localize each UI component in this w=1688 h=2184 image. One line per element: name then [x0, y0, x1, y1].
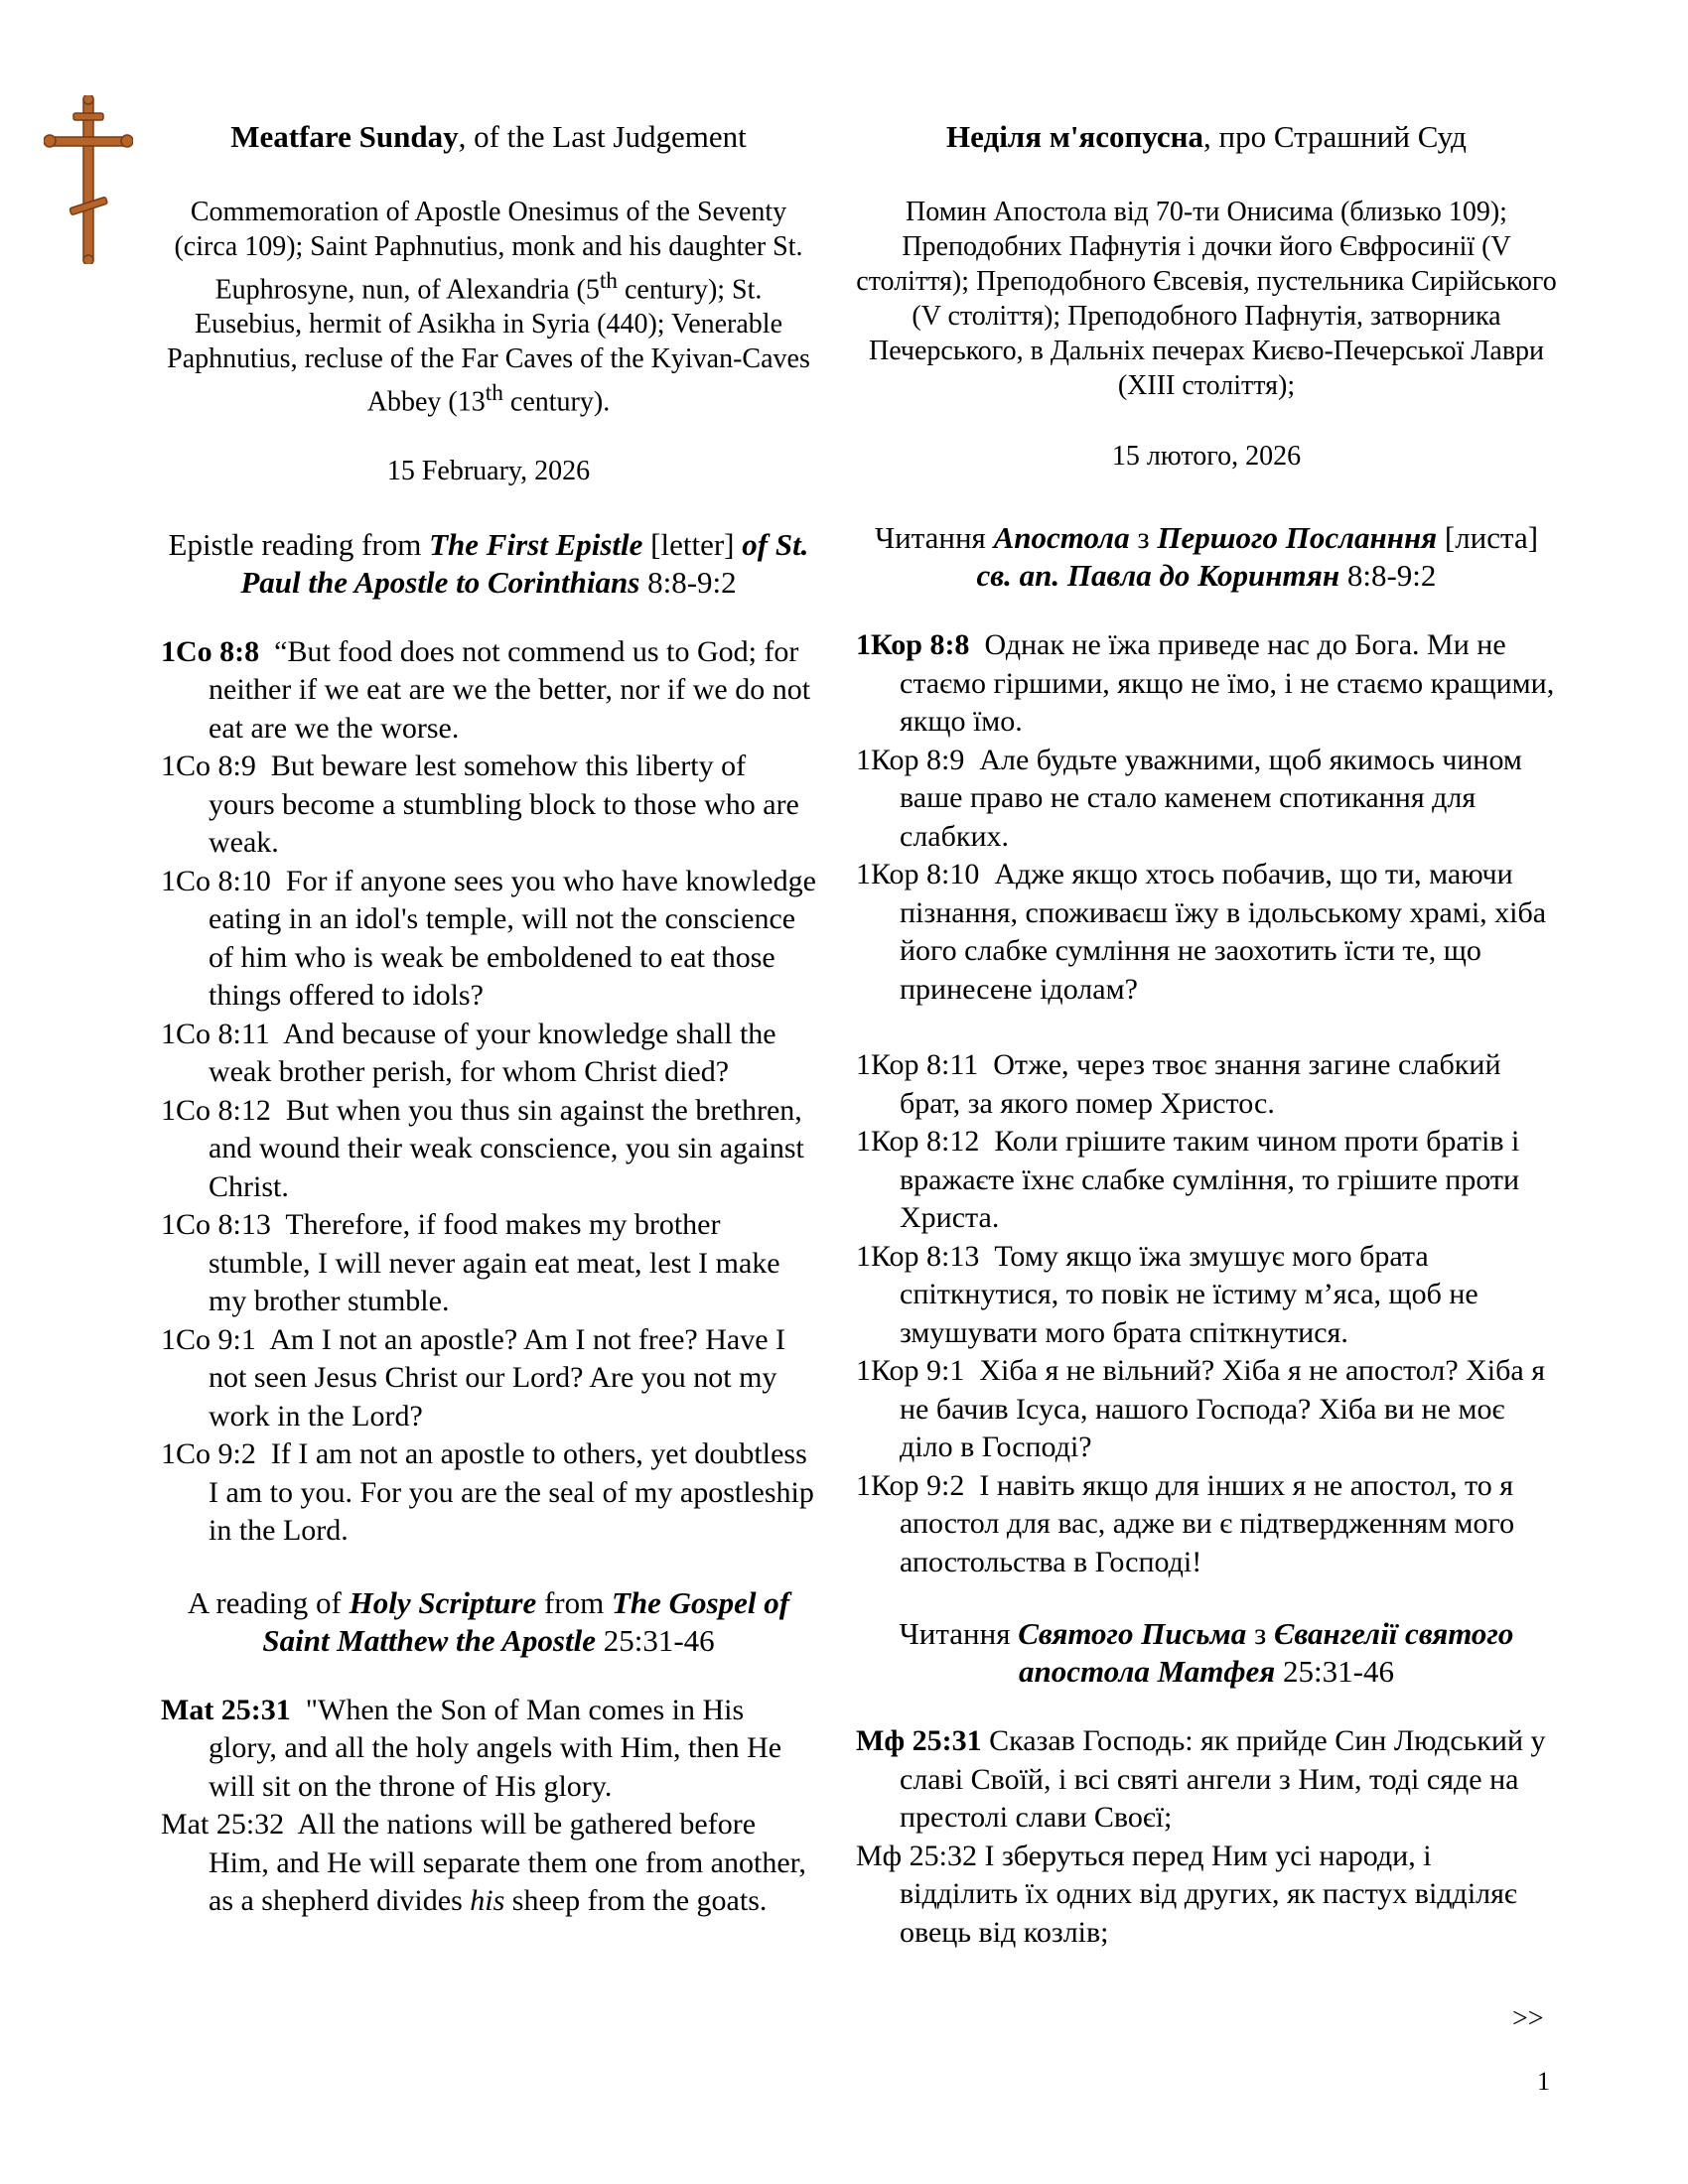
english-column [161, 117, 816, 1921]
gospel-verses-en [161, 1692, 816, 1921]
verse: 1Co 8:13 Therefore, if food makes my brother stumble, I will never again eat meat, lest I make my brother stumble. [161, 1208, 780, 1318]
page-title-uk: Неділя м'ясопусна, про Страшний Суд [946, 119, 1467, 154]
continue-marker: >> [1512, 2003, 1544, 2034]
date-en: 15 February, 2026 [386, 455, 591, 486]
ukrainian-column [856, 117, 1557, 1952]
page-number: 1 [1537, 2067, 1550, 2096]
verse: Мф 25:32 І зберуться перед Ним усі народи, і відділить їх одних від других, як пастух відділяє овець від козлів; [856, 1839, 1517, 1949]
gospel-heading-uk: Читання Святого Письма з Євангелії святого апостола Матфея 25:31-46 [899, 1616, 1514, 1689]
epistle-verses-en [161, 633, 816, 1551]
verse: Mat 25:31 "When the Son of Man comes in His glory, and all the holy angels with Him, then He will sit on the throne of His glory. [161, 1693, 782, 1803]
verse: 1Co 8:10 For if anyone sees you who have knowledge eating in an idol's temple, will not the conscience of him who is weak be emboldened to eat those things offered to idols? [161, 864, 816, 1013]
epistle-verses-uk [856, 626, 1557, 1581]
verse: 1Кор 9:1 Хіба я не вільний? Хіба я не апостол? Хіба я не бачив Ісуса, нашого Господа? Хіба ви не моє діло в Господі? [856, 1354, 1546, 1463]
verse: 1Кор 8:11 Отже, через твоє знання загине слабкий брат, за якого помер Христос. [856, 1048, 1501, 1120]
verse: 1Co 9:1 Am I not an apostle? Am I not free? Have I not seen Jesus Christ our Lord? Are you not my work in the Lord? [161, 1322, 786, 1433]
verse: 1Co 8:12 But when you thus sin against the brethren, and wound their weak conscience, you sin against Christ. [161, 1093, 804, 1203]
date-uk: 15 лютого, 2026 [1111, 441, 1302, 472]
verse: 1Co 8:9 But beware lest somehow this liberty of yours become a stumbling block to those who are weak. [161, 750, 799, 860]
gospel-heading-en: A reading of Holy Scripture from The Gospel of Saint Matthew the Apostle 25:31-46 [187, 1584, 790, 1658]
verse: 1Кор 8:13 Тому якщо їжа змушує мого брата спіткнутися, то повік не їстиму м’яса, щоб не змушувати мого брата спіткнутися. [856, 1239, 1478, 1349]
commemoration-en: Commemoration of Apostle Onesimus of the Seventy (circa 109); Saint Paphnutius, monk and his daughter St. Euphrosyne, nun, of Alexandria (5th century); St. Eusebius, hermit of Asikha in Syria (440); Venerable Paphnutius, recluse of the Far Caves of the Kyivan-Caves Abbey (13th century). [167, 197, 810, 418]
verse: 1Кор 8:9 Але будьте уважними, щоб якимось чином ваше право не стало каменем спотикання для слабких. [856, 743, 1522, 853]
commemoration-uk: Помин Апостола від 70-ти Онисима (близько 109); Преподобних Пафнутія і дочки його Євфросинії (V століття); Преподобного Євсевія, пустельника Сирійського (V століття); Преподобного Пафнутія, затворника Печерського, в Дальніх печерах Києво-Печерської Лаври (XIII століття); [856, 197, 1557, 401]
verse: 1Кор 8:8 Однак не їжа приведе нас до Бога. Ми не стаємо гіршими, якщо не їмо, і не стаємо кращими, якщо їмо. [856, 628, 1555, 738]
epistle-heading-en: Epistle reading from The First Epistle [letter] of St. Paul the Apostle to Corinthians 8:8-9:2 [168, 526, 809, 600]
epistle-heading-uk: Читання Апостола з Першого Посланння [листа] св. ап. Павла до Коринтян 8:8-9:2 [874, 520, 1539, 593]
verse: 1Co 8:11 And because of your knowledge shall the weak brother perish, for whom Christ died? [161, 1017, 776, 1089]
verse: 1Кор 8:10 Адже якщо хтось побачив, що ти, маючи пізнання, споживаєш їжу в ідольському храмі, хіба його слабке сумління не заохотить їсти те, що принесене ідолам? [856, 858, 1547, 1006]
verse: Mat 25:32 All the nations will be gathered before Him, and He will separate them one from another, as a shepherd divides his sheep from the goats. [161, 1808, 806, 1918]
verse: 1Кор 9:2 І навіть якщо для інших я не апостол, то я апостол для вас, адже ви є підтвердженням мого апостольства в Господі! [856, 1468, 1515, 1578]
page-title-en: Meatfare Sunday, of the Last Judgement [230, 119, 747, 154]
verse: Мф 25:31 Сказав Господь: як прийде Син Людський у славі Своїй, і всі святі ангели з Ним, тоді сяде на престолі слави Своєї; [856, 1724, 1546, 1834]
verse: 1Кор 8:12 Коли грішите таким чином проти братів і вражаєте їхнє слабке сумління, то грішите проти Христа. [856, 1125, 1520, 1234]
orthodox-cross-icon [44, 95, 133, 264]
gospel-verses-uk [856, 1722, 1557, 1952]
verse: 1Co 8:8 “But food does not commend us to God; for neither if we eat are we the better, nor if we do not eat are we the worse. [161, 634, 811, 745]
verse: 1Co 9:2 If I am not an apostle to others, yet doubtless I am to you. For you are the seal of my apostleship in the Lord. [161, 1437, 814, 1548]
